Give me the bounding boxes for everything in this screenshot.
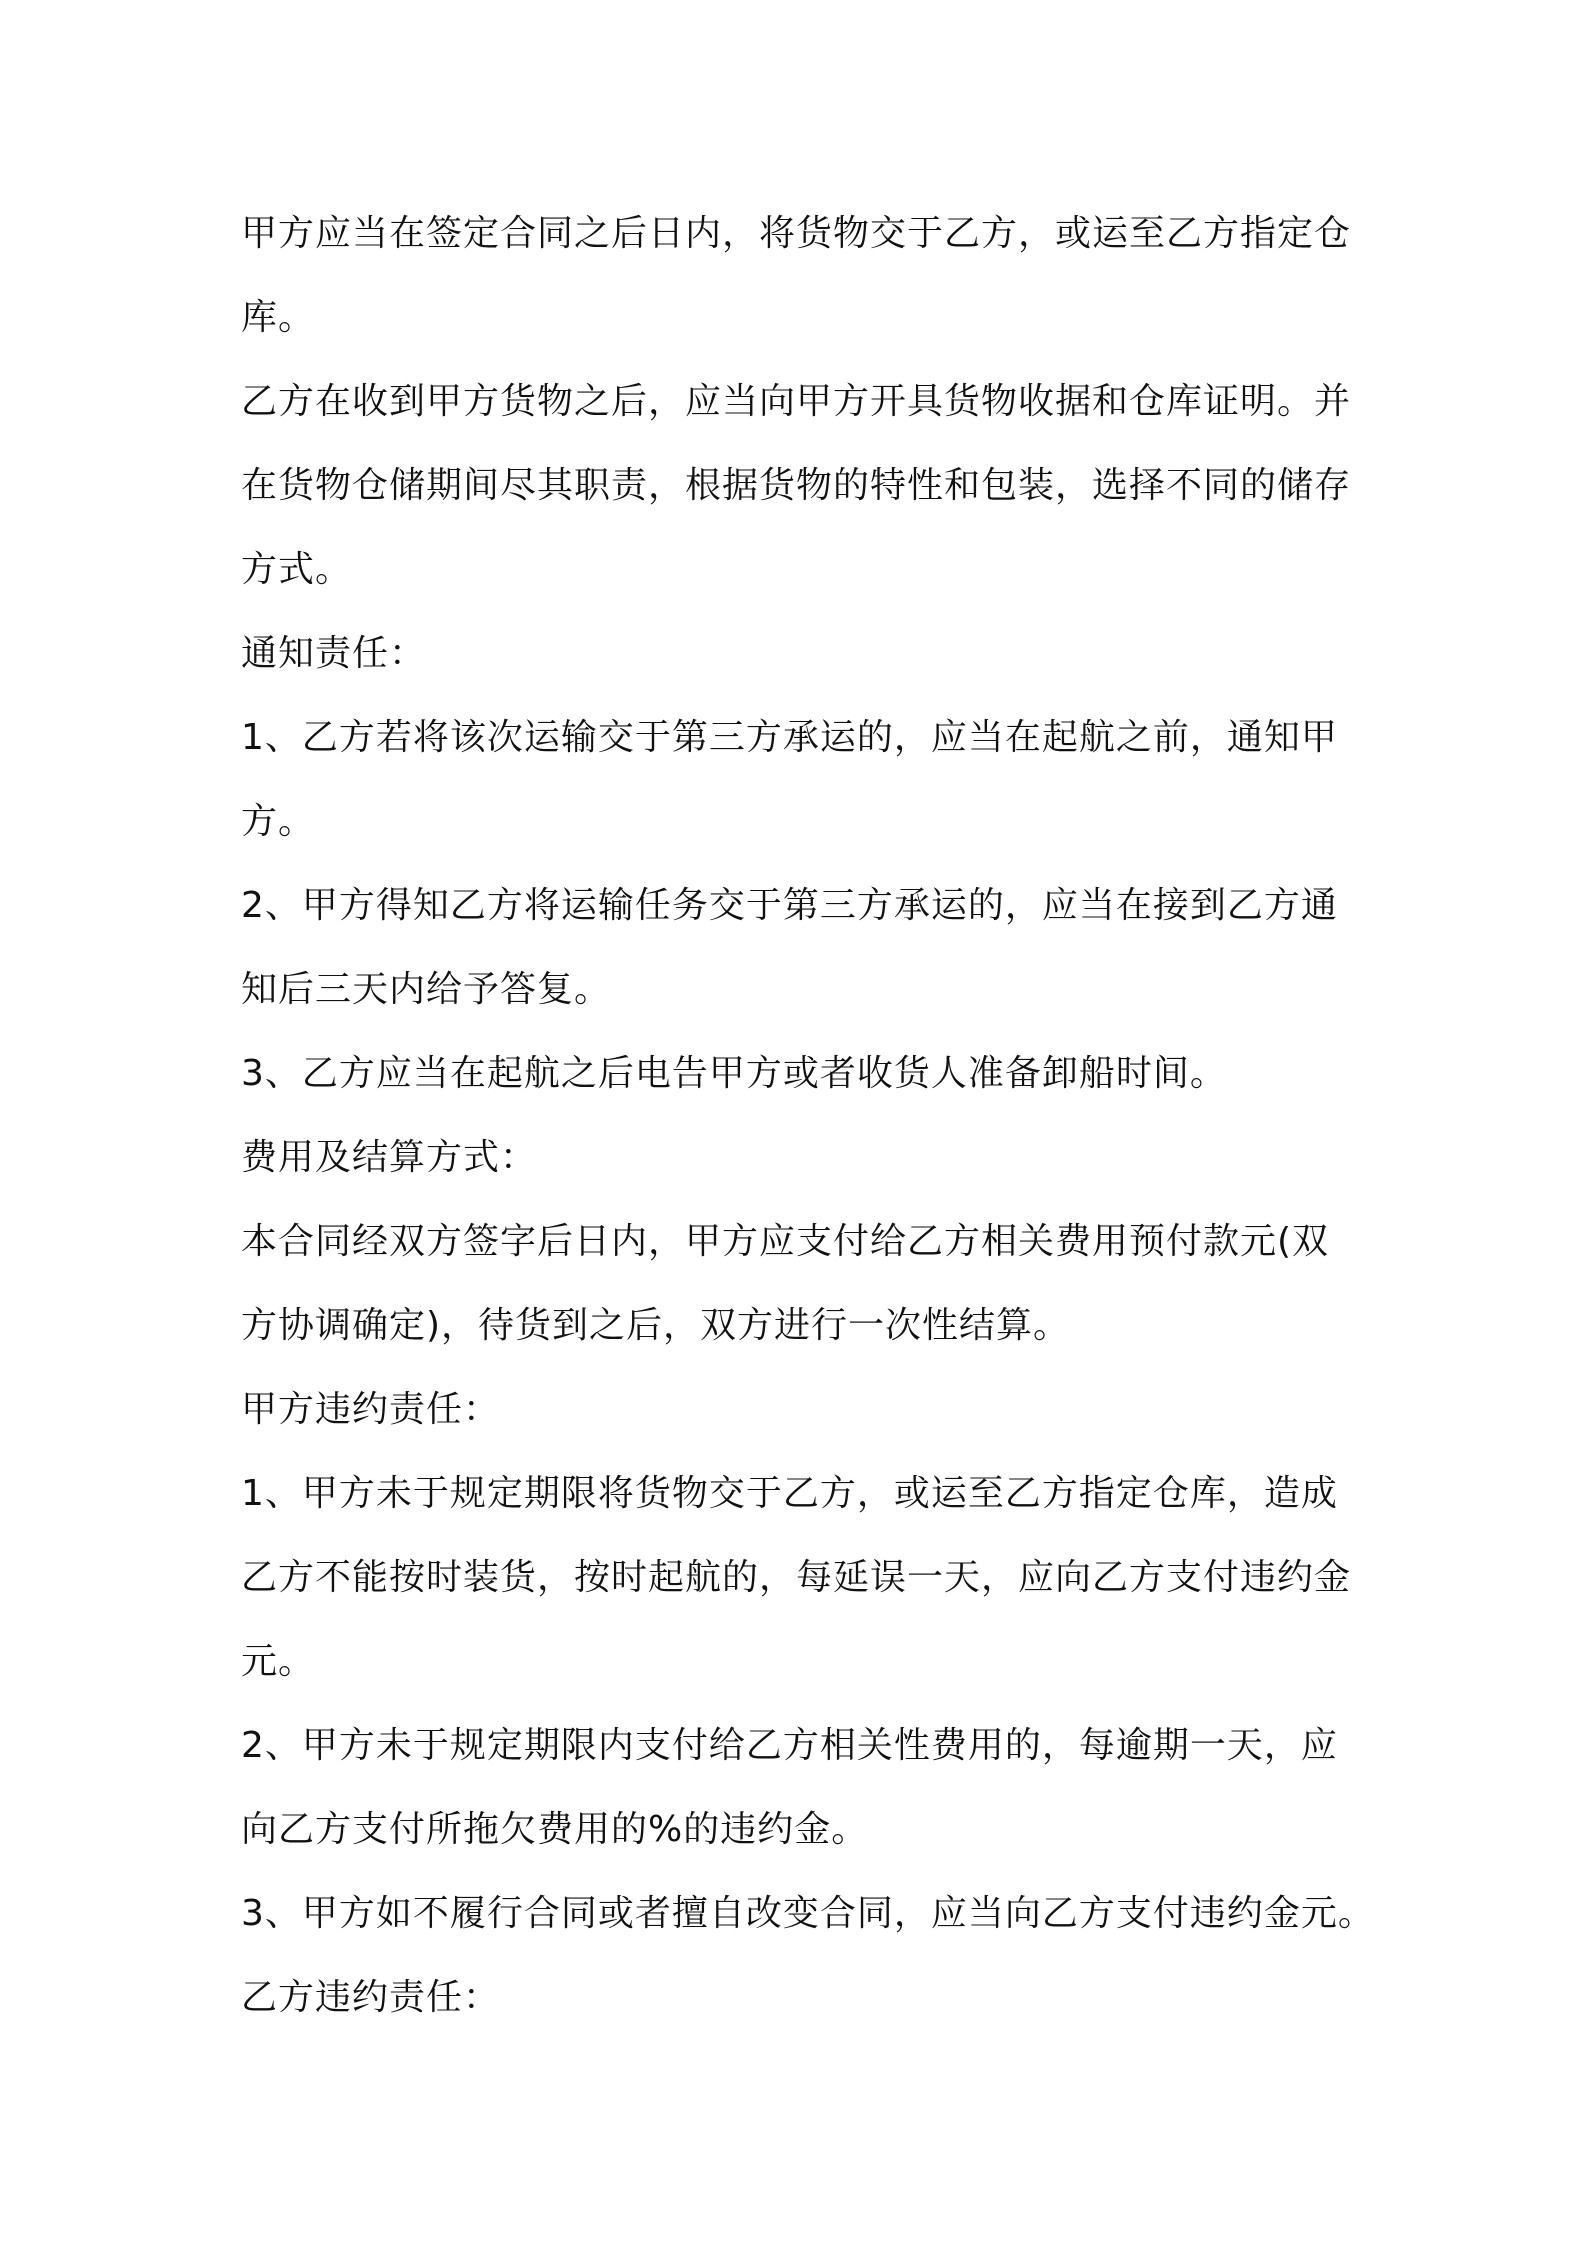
text-line: 方协调确定)，待货到之后，双方进行一次性结算。 (241, 1305, 1071, 1346)
section-heading-fees: 费用及结算方式： (241, 1137, 538, 1178)
text-line: 向乙方支付所拖欠费用的%的违约金。 (241, 1809, 869, 1850)
text-line: 在货物仓储期间尽其职责，根据货物的特性和包装，选择不同的储存 (241, 465, 1352, 506)
document-body (241, 192, 1375, 2040)
text-line: 乙方不能按时装货，按时起航的，每延误一天，应向乙方支付违约金 (241, 1557, 1352, 1598)
text-line: 1、甲方未于规定期限将货物交于乙方，或运至乙方指定仓库，造成 (241, 1473, 1338, 1514)
text-line: 3、乙方应当在起航之后电告甲方或者收货人准备卸船时间。 (241, 1053, 1227, 1094)
section-heading-notification: 通知责任： (241, 633, 427, 674)
text-line: 1、乙方若将该次运输交于第三方承运的，应当在起航之前，通知甲 (241, 717, 1338, 758)
text-line: 甲方应当在签定合同之后日内，将货物交于乙方，或运至乙方指定仓 (241, 213, 1352, 254)
text-line: 方。 (241, 801, 316, 842)
text-line: 2、甲方未于规定期限内支付给乙方相关性费用的，每逾期一天，应 (241, 1725, 1338, 1766)
text-line: 3、甲方如不履行合同或者擅自改变合同，应当向乙方支付违约金元。 (241, 1893, 1375, 1934)
text-line: 库。 (241, 297, 316, 338)
text-line: 知后三天内给予答复。 (241, 969, 612, 1010)
text-line: 本合同经双方签字后日内，甲方应支付给乙方相关费用预付款元(双 (241, 1221, 1330, 1262)
text-line: 元。 (241, 1641, 316, 1682)
text-line: 2、甲方得知乙方将运输任务交于第三方承运的，应当在接到乙方通 (241, 885, 1338, 926)
text-line: 乙方在收到甲方货物之后，应当向甲方开具货物收据和仓库证明。并 (241, 381, 1352, 422)
section-heading-party-b-liability: 乙方违约责任： (241, 1977, 501, 2018)
text-line: 方式。 (241, 549, 353, 590)
section-heading-party-a-liability: 甲方违约责任： (241, 1389, 501, 1430)
